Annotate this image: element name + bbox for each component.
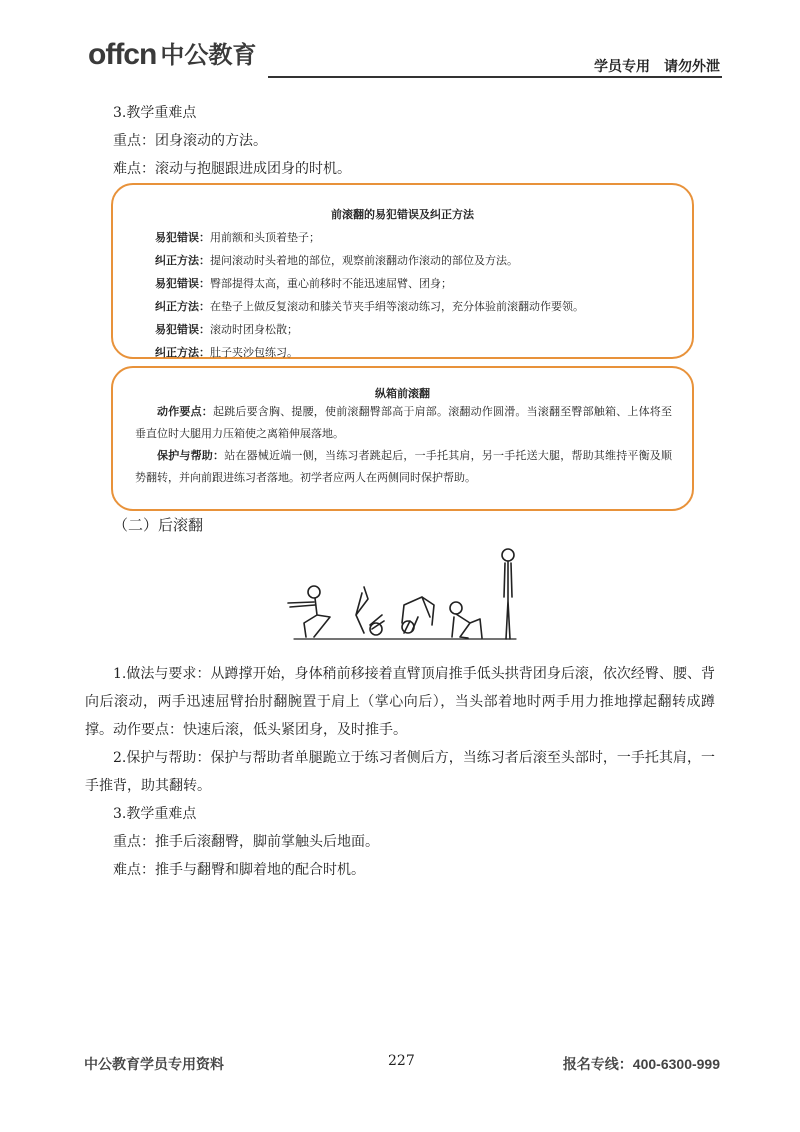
box1-row: 易犯错误：用前额和头顶着垫子；: [155, 231, 320, 244]
box1-row: 纠正方法：在垫子上做反复滚动和膝关节夹手绢等滚动练习，充分体验前滚翻动作要领。: [155, 300, 584, 313]
item3-title-2: 3.教学重难点: [113, 806, 197, 822]
figure-squat: [288, 586, 330, 637]
method-paragraph: 1.做法与要求：从蹲撑开始，身体稍前移接着直臂顶肩推手低头拱背团身后滚，依次经臀、腰、背向后滚动，两手迅速屈臂抬肘翻腕置于肩上（掌心向后），当头部着地时两手用力推地撑起翻转成蹲撑。: [85, 666, 715, 738]
box1-title: 前滚翻的易犯错误及纠正方法: [331, 208, 474, 221]
figure-roll-back: [356, 587, 384, 635]
key-point-2: 重点：推手后滚翻臀，脚前掌触头后地面。: [113, 834, 379, 850]
box2-para-key: 动作要点：起跳后要含胸、提腰，使前滚翻臀部高于肩部。滚翻动作圆滑。当滚翻至臀部触箱、上体将至垂直位时大腿用力压箱使之离箱伸展落地。: [135, 405, 672, 440]
protection-paragraph: 2.保护与帮助：保护与帮助者单腿跪立于练习者侧后方，当练习者后滚至头部时，一手托其肩，一手推背，助其翻转。: [85, 750, 715, 794]
footer-right: 报名专线：400-6300-999: [562, 1056, 720, 1072]
logo-cn: 中公教育: [160, 42, 257, 69]
figure-push: [402, 597, 434, 633]
figure-land: [450, 602, 482, 638]
box1-row: 纠正方法：提问滚动时头着地的部位，观察前滚翻动作滚动的部位及方法。: [155, 254, 518, 267]
footer-left: 中公教育学员专用资料: [84, 1056, 224, 1072]
box2-title: 纵箱前滚翻: [375, 387, 430, 400]
header-notice: 学员专用 请勿外泄: [594, 58, 720, 74]
difficult-point: 难点：滚动与抱腿跟进成团身的时机。: [113, 161, 351, 177]
figure-stand: [502, 549, 514, 639]
box2-para-protect: 保护与帮助：站在器械近端一侧，当练习者跳起后，一手托其肩，另一手托送大腿，帮助其维持平衡及顺势翻转，并向前跟进练习者落地。初学者应两人在两侧同时保护帮助。: [135, 449, 673, 484]
box1-row: 易犯错误：臀部提得太高，重心前移时不能迅速屈臂、团身；: [155, 277, 452, 290]
box1-row: 易犯错误：滚动时团身松散；: [155, 323, 298, 336]
vault-roll-box: [111, 366, 694, 511]
offcn-logo: [88, 40, 256, 70]
logo-en: offcn: [88, 38, 157, 71]
section-heading: （二）后滚翻: [113, 516, 204, 534]
header-rule: [268, 76, 722, 78]
difficult-point-2: 难点：推手与翻臀和脚着地的配合时机。: [113, 862, 365, 878]
key-point: 重点：团身滚动的方法。: [113, 133, 267, 149]
page-number: 227: [388, 1053, 415, 1069]
action-key-paragraph: 动作要点：快速后滚，低头紧团身，及时推手。: [113, 722, 407, 738]
item3-title: 3.教学重难点: [113, 105, 197, 121]
common-errors-box: [111, 183, 694, 359]
box1-row: 纠正方法：肚子夹沙包练习。: [155, 346, 298, 359]
backward-roll-illustration: [284, 545, 524, 645]
